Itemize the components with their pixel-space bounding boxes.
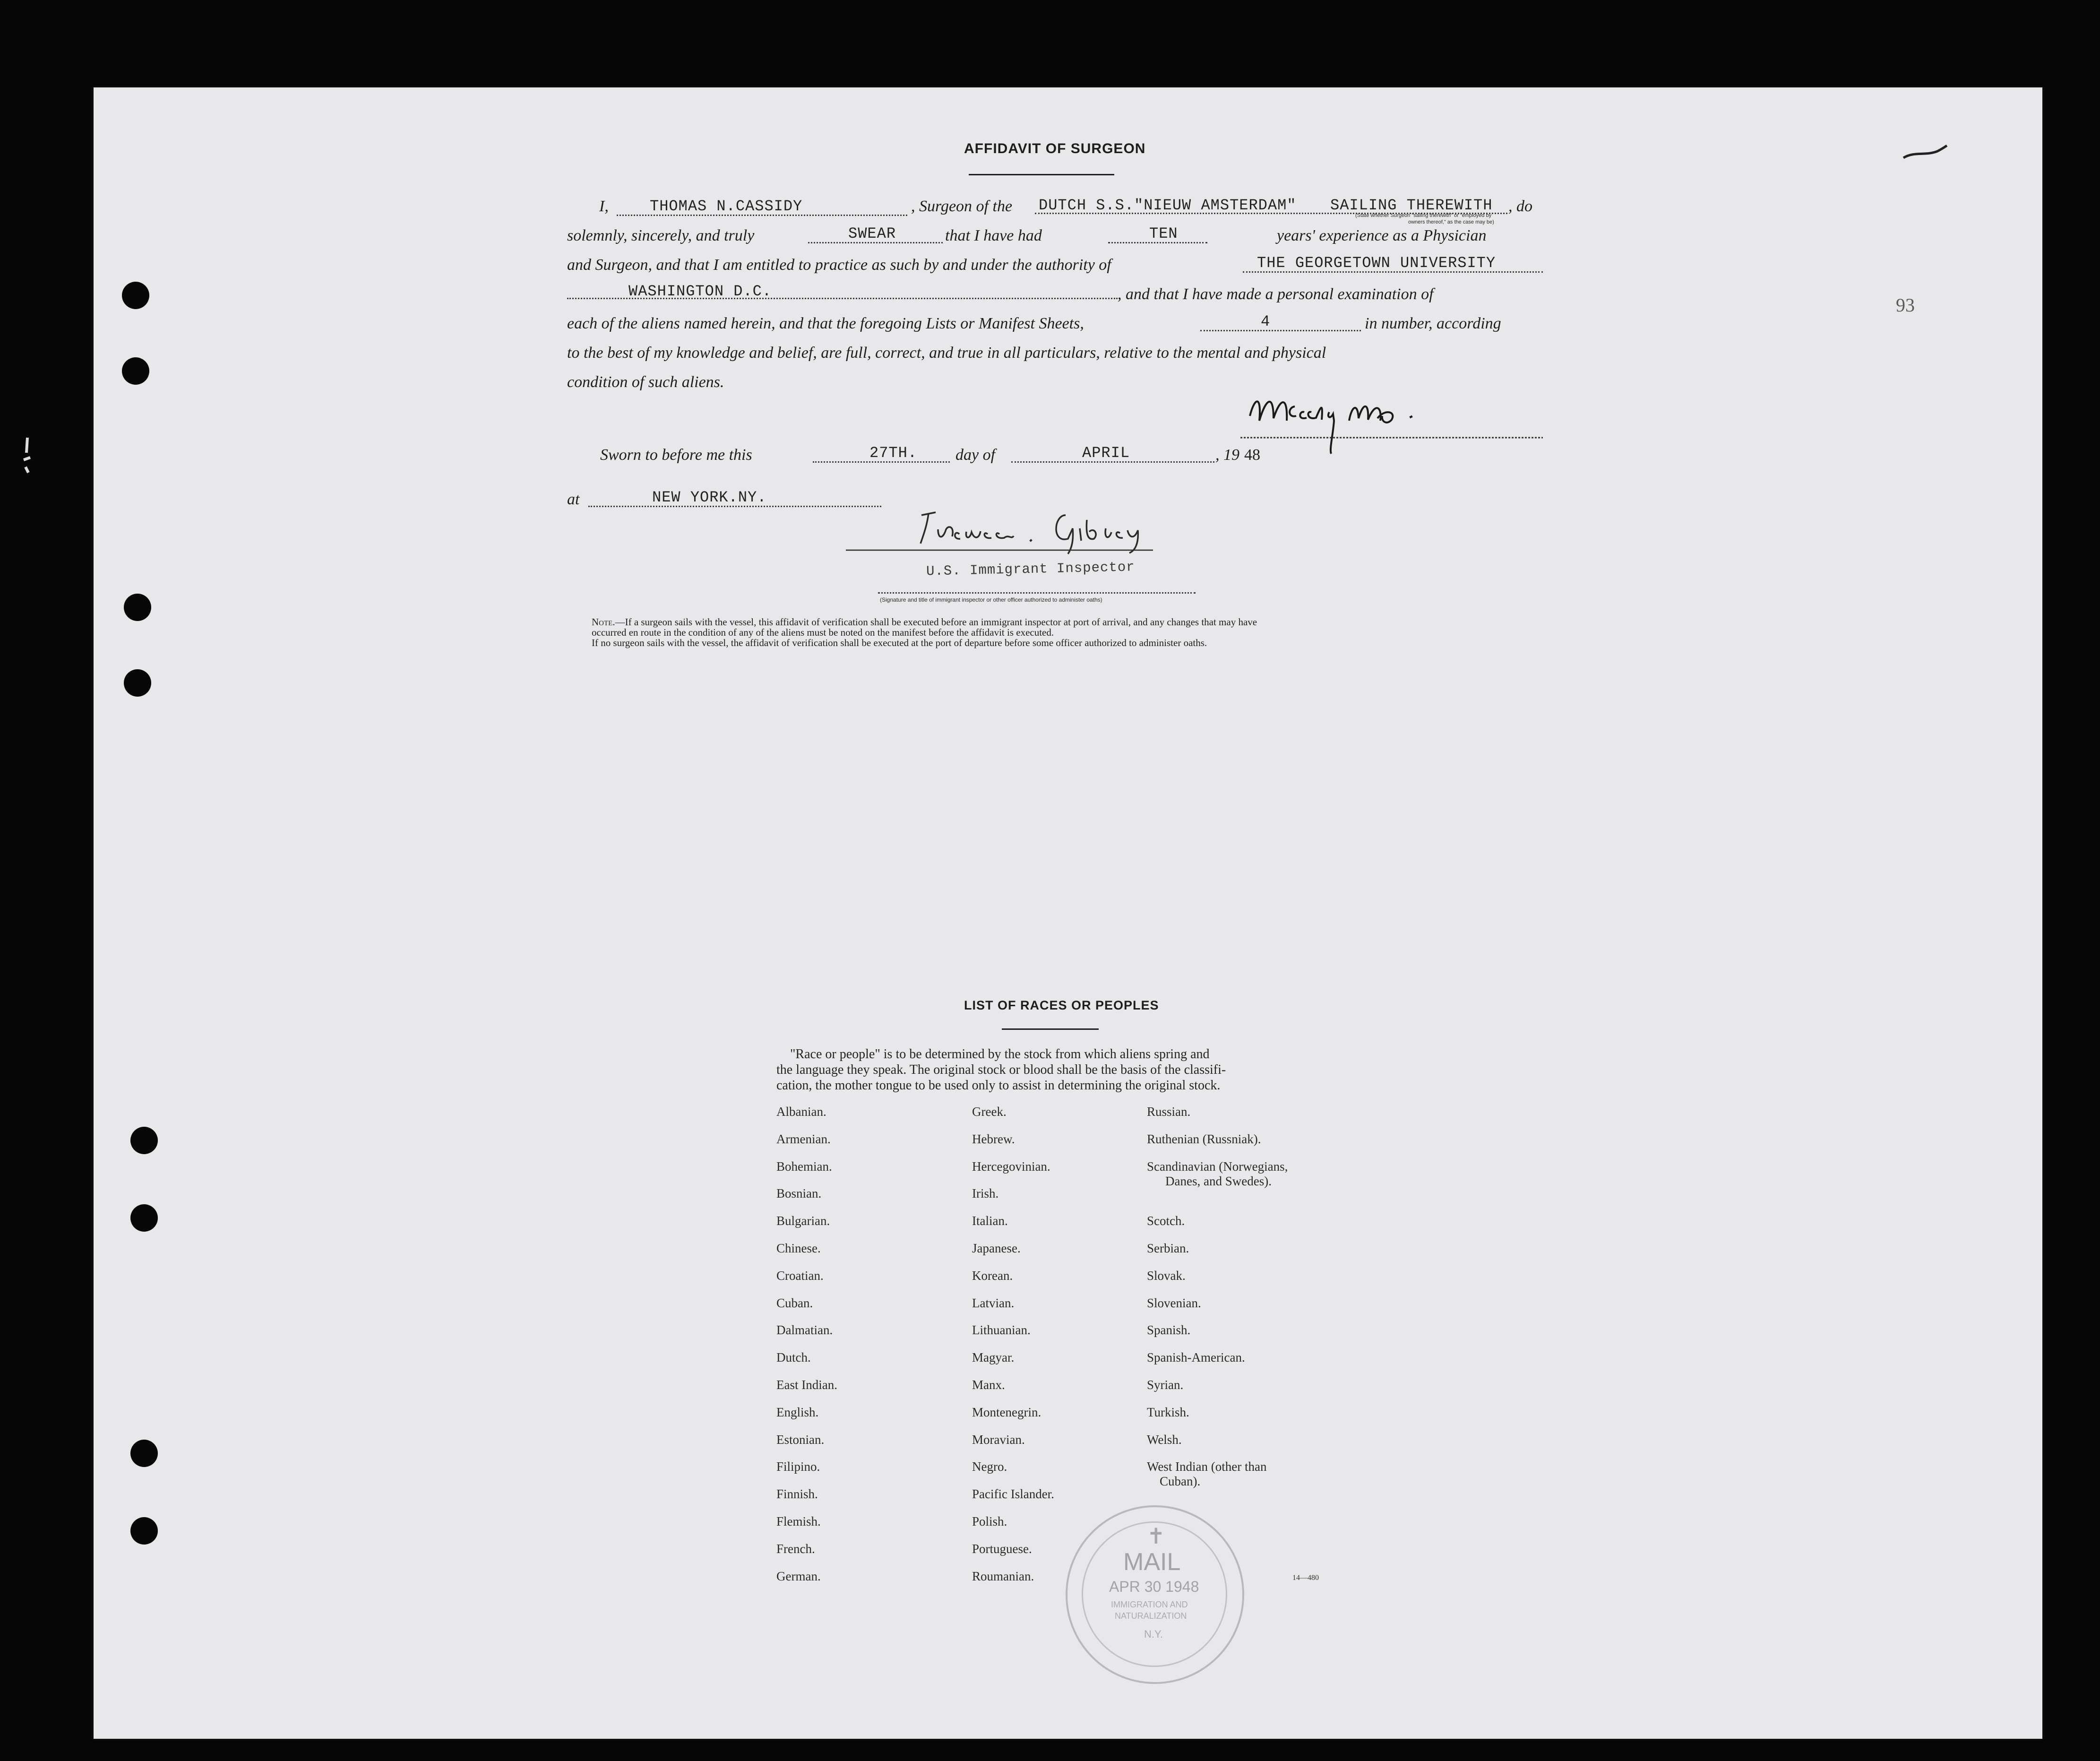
- race-item: Syrian.: [1147, 1378, 1184, 1392]
- race-item: French.: [776, 1542, 815, 1556]
- form-number: 14—480: [1292, 1574, 1319, 1582]
- binder-hole: [130, 1127, 158, 1154]
- text-years-experience: years' experience as a Physician: [1277, 227, 1487, 244]
- text-personal-exam: , and that I have made a personal examination of: [1118, 285, 1434, 303]
- note-label: Note.: [592, 616, 615, 628]
- race-item: Russian.: [1147, 1105, 1191, 1119]
- surgeon-signature: [1240, 369, 1548, 463]
- race-item: Lithuanian.: [972, 1323, 1031, 1337]
- margin-mark: [18, 434, 37, 476]
- race-item: Finnish.: [776, 1487, 818, 1501]
- text-and-surgeon: and Surgeon, and that I am entitled to practice as such by and under the authority of: [567, 256, 1111, 274]
- race-item: Spanish.: [1147, 1323, 1191, 1337]
- race-item: Negro.: [972, 1459, 1007, 1474]
- race-item: Irish.: [972, 1186, 999, 1200]
- race-item: Latvian.: [972, 1296, 1015, 1310]
- stamp-cross-icon: ✝: [1147, 1524, 1165, 1548]
- race-item: West Indian (other than: [1147, 1459, 1267, 1474]
- note-line-1: [592, 617, 1257, 628]
- race-item: Croatian.: [776, 1269, 824, 1283]
- race-item: Slovenian.: [1147, 1296, 1201, 1310]
- binder-hole: [122, 357, 149, 385]
- sworn-day-field: 27TH.: [869, 444, 918, 462]
- races-title: LIST OF RACES OR PEOPLES: [964, 998, 1159, 1012]
- state-note: (State whether Surgeon "sailing therewith" or "employed by: [1355, 213, 1492, 218]
- stamp-line-3: IMMIGRATION AND: [1111, 1600, 1188, 1609]
- surgeon-name-field: THOMAS N.CASSIDY: [650, 198, 803, 215]
- dotted-line: [1243, 271, 1543, 273]
- race-item: Dutch.: [776, 1350, 811, 1364]
- race-item-continuation: Cuban).: [1160, 1474, 1201, 1488]
- sworn-year-field: 48: [1244, 446, 1260, 464]
- stamp-line-2: APR 30 1948: [1109, 1578, 1199, 1595]
- race-item: Hercegovinian.: [972, 1159, 1050, 1174]
- race-item: English.: [776, 1405, 819, 1419]
- race-item: Albanian.: [776, 1105, 826, 1119]
- race-item: Armenian.: [776, 1132, 831, 1146]
- races-intro-3: cation, the mother tongue to be used only to assist in determining the original stock.: [776, 1078, 1221, 1093]
- signature-caption: (Signature and title of immigrant inspector or other officer authorized to administer oaths): [880, 596, 1102, 603]
- vessel-name-field: DUTCH S.S."NIEUW AMSTERDAM": [1039, 197, 1297, 214]
- race-item: Chinese.: [776, 1241, 821, 1255]
- mail-received-stamp: [1066, 1505, 1244, 1684]
- races-title-underline: [1002, 1028, 1099, 1030]
- page-number: 93: [1896, 294, 1915, 316]
- note-line-3: If no surgeon sails with the vessel, the affidavit of verification shall be executed at the port of departure before some officer authorized to administer oaths.: [592, 637, 1207, 648]
- race-item: Hebrew.: [972, 1132, 1015, 1146]
- text-solemnly: solemnly, sincerely, and truly: [567, 227, 755, 244]
- race-item: Filipino.: [776, 1459, 820, 1474]
- text-that-i-have-had: that I have had: [945, 227, 1042, 244]
- race-item: Manx.: [972, 1378, 1005, 1392]
- dotted-line: [878, 592, 1196, 594]
- race-item: Ruthenian (Russniak).: [1147, 1132, 1261, 1146]
- race-item: Bulgarian.: [776, 1214, 830, 1228]
- sheets-count-field: 4: [1261, 313, 1271, 330]
- binder-hole: [130, 1440, 158, 1467]
- race-item: Dalmatian.: [776, 1323, 833, 1337]
- race-item: Japanese.: [972, 1241, 1021, 1255]
- text-best-knowledge: to the best of my knowledge and belief, are full, correct, and true in all particulars, relative to the mental and physical: [567, 344, 1326, 362]
- race-item-continuation: Danes, and Swedes).: [1165, 1174, 1272, 1188]
- binder-hole: [130, 1204, 158, 1232]
- race-item: Scotch.: [1147, 1214, 1185, 1228]
- binder-hole: [122, 282, 149, 309]
- inspector-signature: [841, 501, 1172, 558]
- authority-field-2: WASHINGTON D.C.: [628, 283, 772, 300]
- race-item: Scandinavian (Norwegians,: [1147, 1159, 1288, 1174]
- race-item: Polish.: [972, 1514, 1007, 1528]
- race-item: Spanish-American.: [1147, 1350, 1245, 1364]
- race-item: Roumanian.: [972, 1569, 1034, 1583]
- race-item: Bosnian.: [776, 1186, 822, 1200]
- text-sworn: Sworn to before me this: [600, 446, 752, 464]
- race-item: Serbian.: [1147, 1241, 1189, 1255]
- text-at: at: [567, 491, 580, 508]
- text-day-of: day of: [955, 446, 996, 464]
- text-each-alien: each of the aliens named herein, and that the foregoing Lists or Manifest Sheets,: [567, 315, 1084, 332]
- race-item: Estonian.: [776, 1433, 825, 1447]
- race-item: Slovak.: [1147, 1269, 1186, 1283]
- race-item: Bohemian.: [776, 1159, 832, 1174]
- race-item: Turkish.: [1147, 1405, 1189, 1419]
- dotted-line: [1200, 330, 1361, 331]
- stamp-line-1: MAIL: [1123, 1548, 1181, 1576]
- race-item: Montenegrin.: [972, 1405, 1041, 1419]
- sailing-status-field: SAILING THEREWITH: [1330, 197, 1493, 214]
- race-item: Cuban.: [776, 1296, 813, 1310]
- binder-hole: [124, 669, 151, 697]
- race-item: German.: [776, 1569, 821, 1583]
- text-i: I,: [599, 198, 609, 215]
- title-underline: [969, 174, 1114, 175]
- stamp-line-5: N.Y.: [1144, 1628, 1163, 1640]
- margin-mark: [1900, 137, 1952, 165]
- race-item: Pacific Islander.: [972, 1487, 1054, 1501]
- sworn-month-field: APRIL: [1082, 444, 1130, 462]
- race-item: Moravian.: [972, 1433, 1025, 1447]
- oath-type-field: SWEAR: [848, 225, 896, 242]
- text-year-prefix: , 19: [1215, 446, 1239, 464]
- race-item: Welsh.: [1147, 1433, 1182, 1447]
- inspector-title: U.S. Immigrant Inspector: [926, 559, 1135, 579]
- race-item: Greek.: [972, 1105, 1007, 1119]
- race-item: Korean.: [972, 1269, 1013, 1283]
- race-item: Flemish.: [776, 1514, 821, 1528]
- text-in-number: in number, according: [1365, 315, 1501, 332]
- race-item: East Indian.: [776, 1378, 837, 1392]
- binder-hole: [124, 594, 151, 621]
- stamp-line-4: NATURALIZATION: [1115, 1611, 1187, 1621]
- race-item: Italian.: [972, 1214, 1008, 1228]
- document-sheet: [94, 87, 2042, 1739]
- race-item: Magyar.: [972, 1350, 1015, 1364]
- races-intro-2: the language they speak. The original stock or blood shall be the basis of the classifi-: [776, 1062, 1226, 1077]
- state-note: owners thereof," as the case may be): [1408, 219, 1494, 225]
- race-item: Portuguese.: [972, 1542, 1032, 1556]
- text-do: , do: [1508, 198, 1532, 215]
- text-surgeon-of: , Surgeon of the: [911, 198, 1013, 215]
- location-field: NEW YORK.NY.: [652, 489, 767, 506]
- note-line-2: occurred en route in the condition of any of the aliens must be noted on the manifest before the affidavit is executed.: [592, 627, 1054, 638]
- authority-field-1: THE GEORGETOWN UNIVERSITY: [1257, 254, 1496, 272]
- binder-hole: [130, 1517, 158, 1545]
- text-condition: condition of such aliens.: [567, 373, 724, 391]
- years-field: TEN: [1149, 225, 1178, 242]
- note-text: —If a surgeon sails with the vessel, this affidavit of verification shall be executed before an immigrant inspector at port of arrival, and any changes that may have: [615, 616, 1257, 628]
- races-intro-1: "Race or people" is to be determined by the stock from which aliens spring and: [790, 1047, 1210, 1062]
- affidavit-title: AFFIDAVIT OF SURGEON: [964, 141, 1146, 156]
